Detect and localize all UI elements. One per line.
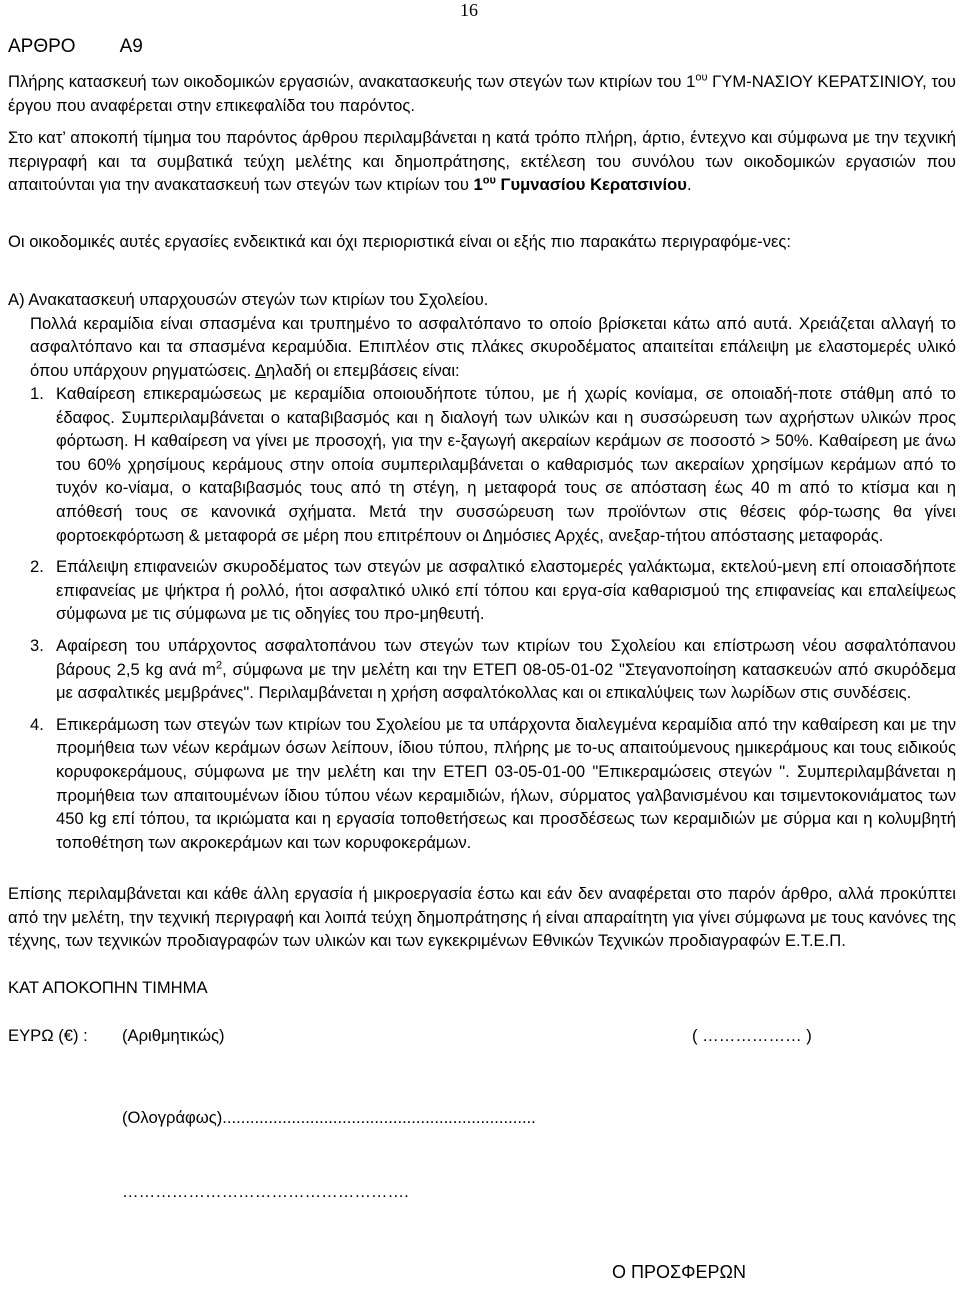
list-item-sup: 2 bbox=[216, 659, 223, 671]
works-intro bbox=[8, 230, 956, 254]
intro-bold-school: Γυμνασίου Κερατσινίου bbox=[495, 175, 687, 195]
intro-bold-sup: ου bbox=[482, 174, 496, 187]
list-item-number: 4. bbox=[30, 714, 44, 734]
section-a-desc-end: ηλαδή οι επεμβάσεις είναι: bbox=[266, 360, 460, 380]
intro-bold-num: 1 bbox=[473, 175, 483, 195]
title-text-end: ΓΥΜ-ΝΑΣΙΟΥ ΚΕΡΑΤΣΙΝΙΟΥ, του έργου που αναφέρεται στην επικεφαλίδα του παρόντος. bbox=[8, 72, 956, 115]
intro-text: Στο κατ’ αποκοπή τίμημα του παρόντος άρθρου περιλαμβάνεται η κατά τρόπο πλήρη, άρτιο, έντεχνο και σύμφωνα με την τεχνική περιγραφή και τα συμβατικά τεύχη μελέτης και δημοπράτησης, εκτέλεση του συνόλου των οικοδομικών εργασιών που απαιτούνται για την ανακατασκευή των στεγών των κτιρίων του bbox=[8, 128, 956, 195]
list-item-number: 2. bbox=[30, 557, 44, 577]
list-item-number: 3. bbox=[30, 635, 44, 655]
page-number: 16 bbox=[460, 0, 478, 20]
list-item-text: Αφαίρεση του υπάρχοντος ασφαλτοπάνου των στεγών των κτιρίων του Σχολείου και επίστρωση νέου ασφαλτόπανου βάρους 2,5 kg ανά m bbox=[56, 635, 956, 679]
bidder-label: Ο ΠΡΟΣΦΕΡΩΝ bbox=[612, 1262, 746, 1282]
title-sup: ου bbox=[695, 71, 708, 84]
article-heading bbox=[8, 36, 143, 58]
section-a-desc-text: Πολλά κεραμίδια είναι σπασμένα και τρυπημένο το ασφαλτόπανο το οποίο βρίσκεται κάτω από αυτά. Χρειάζεται αλλαγή το ασφαλτόπανο και τα σπασμένα κεραμύδια. Επιπλέον στις πλάκες σκυροδέματος απαιτείται επάλειψη με ελαστομερές υλικό όπου υπάρχουν ρηγματώσεις. bbox=[30, 313, 956, 380]
list-item-text-end: , σύμφωνα με την μελέτη και την ΕΤΕΠ 08-05-01-02 "Στεγανοποίηση κατασκευών από σκυρόδεμα με ασφαλτικές μεμβράνες". Περιλαμβάνεται η χρήση ασφαλτόκολλας και οι επικαλύψεις των λωρίδων στις συνδέσεις. bbox=[56, 659, 956, 703]
intro-paragraph bbox=[8, 126, 956, 197]
article-code: Α9 bbox=[119, 36, 143, 57]
section-a-title: Α) Ανακατασκευή υπαρχουσών στεγών των κτιρίων του Σχολείου. bbox=[8, 290, 489, 309]
numeric-blank: ( ……………… ) bbox=[692, 1026, 812, 1045]
currency-label: ΕΥΡΩ (€) : bbox=[8, 1026, 88, 1045]
article-title bbox=[8, 70, 956, 117]
words-label: (Ολογράφως).................................................................... bbox=[122, 1108, 536, 1127]
works-intro-text: Οι οικοδομικές αυτές εργασίες ενδεικτικά και όχι περιοριστικά είναι οι εξής πιο παρακάτω περιγραφόμε-νες: bbox=[8, 232, 792, 251]
closing-text: Επίσης περιλαμβάνεται και κάθε άλλη εργασία ή μικροεργασία έστω και εάν δεν αναφέρεται στο παρόν άρθρο, αλλά προκύπτει από την μελέτη, την τεχνική περιγραφή και λοιπά τεύχη δημοπράτησης ή είναι απαραίτητη για γίνει σύμφωνα με τους κανόνες της τέχνης, των τεχνικών προδιαγραφών των υλικών και των εγκεκριμένων Εθνικών Τεχνικών προδιαγραφών Ε.Τ.Ε.Π. bbox=[8, 884, 956, 951]
section-a-desc-underline: Δ bbox=[254, 360, 267, 380]
section-a-description bbox=[8, 312, 956, 383]
lump-sum-label: ΚΑΤ ΑΠΟΚΟΠΗΝ ΤΙΜΗΜΑ bbox=[8, 978, 208, 997]
list-item-text: Επικεράμωση των στεγών των κτιρίων του Σχολείου με τα υπάρχοντα διαλεγμένα κεραμίδια από την καθαίρεση και με την προμήθεια των νέων κεράμων όσων λείπουν, ίδιου τύπου, πλήρης με το-υς απαιτούμενους ημικεράμους και τους ειδικούς κορυφοκεράμους, σύμφωνα με την μελέτη και την ΕΤΕΠ 03-05-01-00 "Επικεραμώσεις στεγών ". Συμπεριλαμβάνεται η προμήθεια των απαιτουμένων ίδιου τύπου νέων κεραμιδιών, ήλων, σύρματος γαλβανισμένου και τσιμεντοκονιάματος των 450 kg επί τόπου, τα ικριώματα και η εργασία τοποθετήσεως και προσδέσεως των κεραμιδιών με σύρμα και η κολυμβητή τοποθέτηση των ακροκεράμων και των κορυφοκεράμων. bbox=[56, 714, 956, 852]
intro-end: . bbox=[686, 175, 692, 195]
list-item bbox=[8, 555, 956, 626]
closing-paragraph bbox=[8, 882, 956, 953]
section-a bbox=[8, 288, 956, 382]
list-item bbox=[8, 382, 956, 547]
title-text: Πλήρης κατασκευή των οικοδομικών εργασιών, ανακατασκευής των στεγών των κτιρίων του 1 bbox=[8, 72, 696, 91]
list-item-number: 1. bbox=[30, 384, 44, 403]
list-item bbox=[8, 634, 956, 705]
words-blank-line: ……………………………………………. bbox=[122, 1182, 409, 1201]
list-item-text: Επάλειψη επιφανειών σκυροδέματος των στεγών με ασφαλτικό ελαστομερές γαλάκτωμα, εκτελού-μενη επί οποιασδήποτε επιφανείας με ψήκτρα ή ρολλό, ήτοι ασφαλτικό υλικό επί τόπου και εργα-σία καθαρισμού της επιφανείας και επαλείψεως σύμφωνα με τις σύμφωνα με τις οδηγίες του προ-μηθευτή. bbox=[56, 557, 956, 624]
numeric-label: (Αριθμητικώς) bbox=[122, 1026, 225, 1045]
list-item bbox=[8, 713, 956, 855]
list-item-text: Καθαίρεση επικεραμώσεως με κεραμίδια οποιουδήποτε τύπου, με ή χωρίς κονίαμα, σε οποιαδή-ποτε στάθμη από το έδαφος. Συμπεριλαμβάνεται ο καταβιβασμός και η διαλογή των υλικών και η συσσώρευση των αχρήστων υλικών προς φόρτωση. Η καθαίρεση να γίνει με προσοχή, για την ε-ξαγωγή ακεραίων κεράμων σε ποσοστό > 50%. Καθαίρεση με άνω του 60% χρησίμους κεράμους στην οποία συμπεριλαμβάνεται ο καθαρισμός των ακεραίων χρησίμων κεράμων από το τυχόν κο-νίαμα, ο καταβιβασμός τους από τη στέγη, η μεταφορά τους σε απόσταση έως 40 m από το κτίσμα και η απόθεσή τους σε κανονικά σχήματα. Μετά την συσσώρευση των προϊόντων στις θέσεις φόρ-τωσης θα γίνει φορτοεκφόρτωση & μεταφορά σε μέρη που επιτρέπουν οι Δημόσιες Αρχές, ανεξαρ-τήτου απόστασης μεταφοράς. bbox=[56, 384, 956, 545]
works-list bbox=[8, 382, 956, 854]
article-label: ΑΡΘΡΟ bbox=[8, 36, 76, 57]
